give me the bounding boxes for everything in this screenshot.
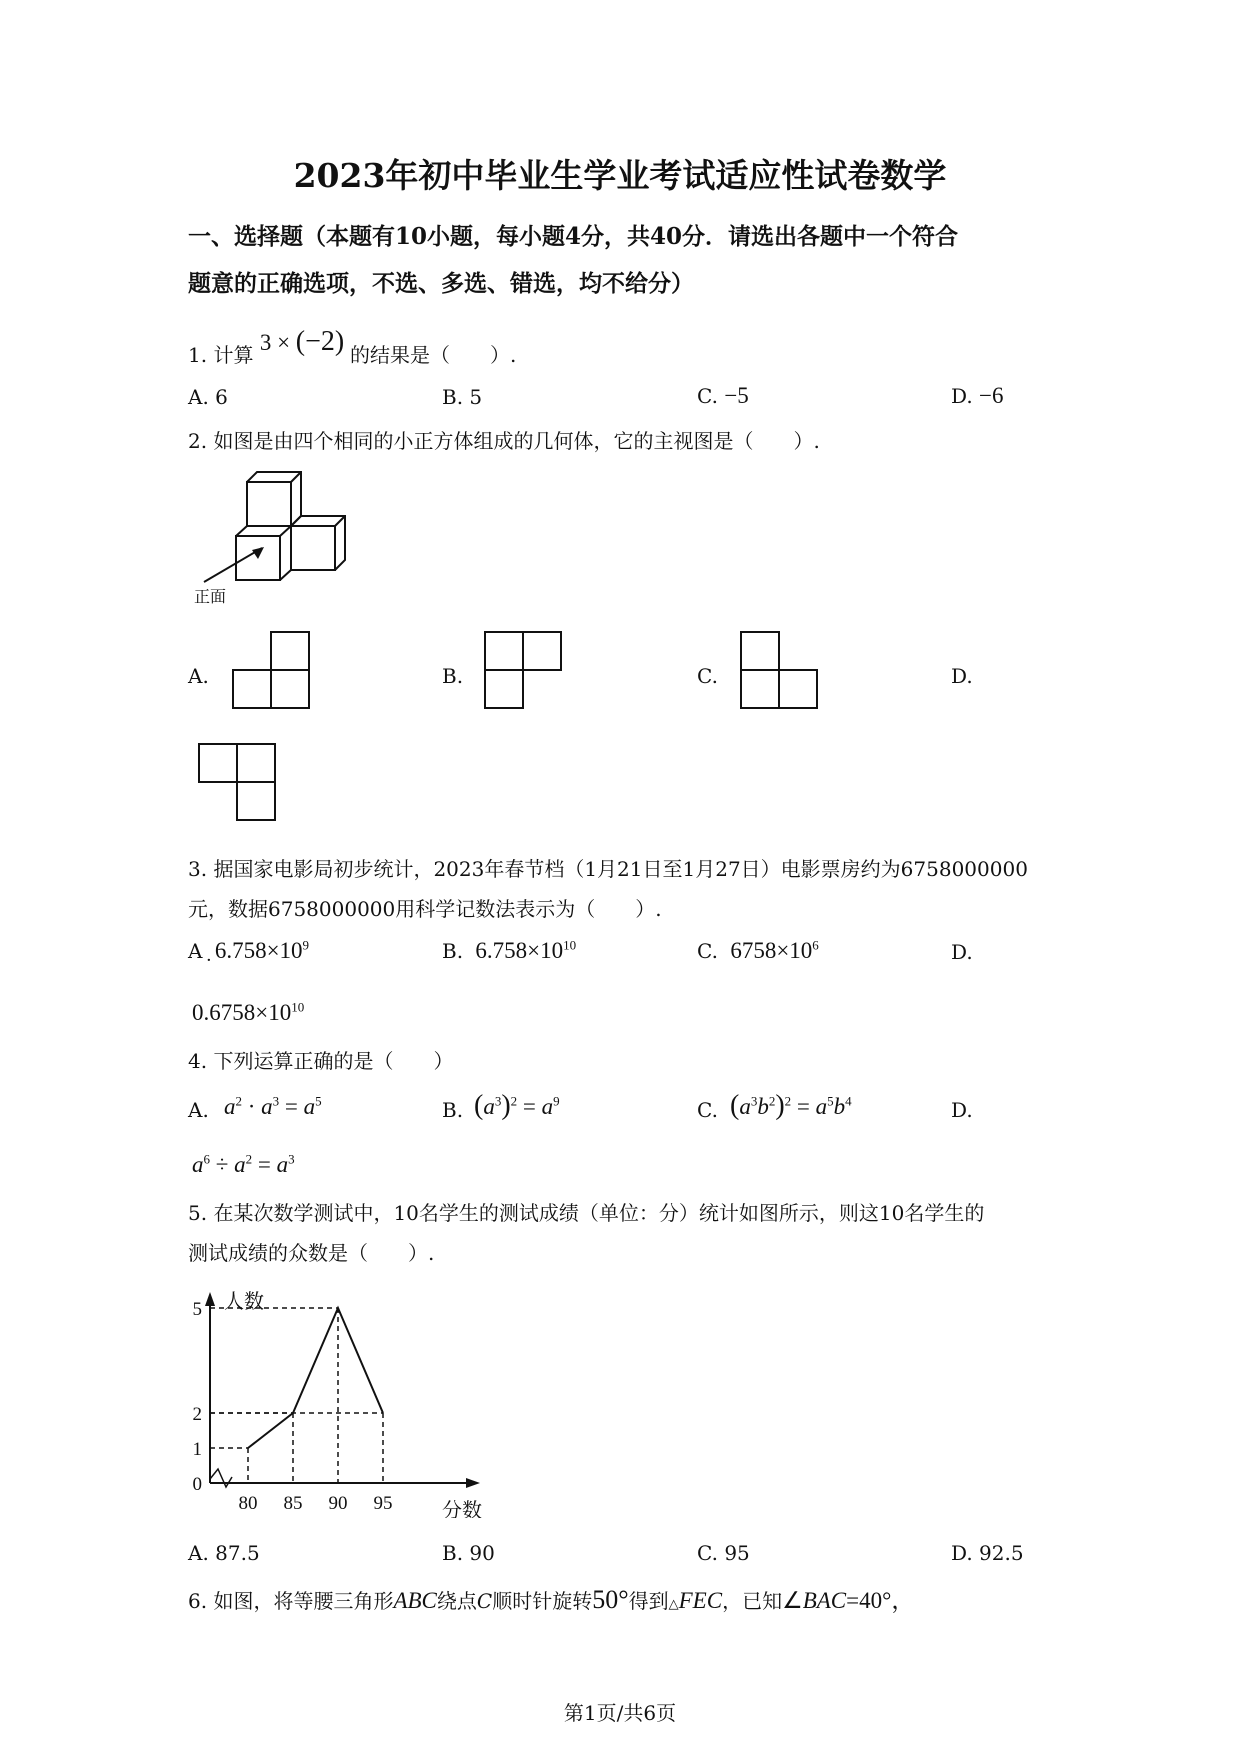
q1-option-b[interactable]: B. 5 [442,385,483,409]
page-title: 2023年初中毕业生学业考试适应性试卷数学 [293,156,947,195]
x-axis-title: 分数 [442,1500,482,1518]
question-3-line1: 3. 据国家电影局初步统计，2023年春节档（1月21日至1月27日）电影票房约为6758000000 [188,857,1028,881]
q5-option-c[interactable]: C. 95 [697,1541,750,1565]
q1-expr-b: (−2) [295,326,345,357]
y-tick-label: 2 [192,1404,202,1425]
q2-option-d-label[interactable]: D. [951,664,973,688]
section-header-line2: 题意的正确选项，不选、多选、错选，均不给分） [188,270,694,297]
y-tick-label: 5 [192,1299,202,1320]
q4-option-b-label[interactable]: B. [442,1098,464,1122]
q1-option-a[interactable]: A. 6 [188,385,228,409]
front-label: 正面 [194,589,227,606]
q2-option-c-label[interactable]: C. [697,664,718,688]
series-line [248,1308,383,1448]
question-2: 2. 如图是由四个相同的小正方体组成的几何体，它的主视图是（ ）. [188,429,820,453]
y-tick-label: 0 [192,1474,202,1495]
q2-option-a-figure[interactable] [230,630,312,712]
question-1 [188,326,517,370]
q3-option-d-value[interactable]: $0.6758\times 10^{10}$ [192,999,305,1025]
score-chart [180,1288,500,1518]
question-5-line1: 5. 在某次数学测试中，10名学生的测试成绩（单位：分）统计如图所示，则这10名学生的 [188,1201,985,1225]
q1-expr-a: 3 [259,330,272,355]
q5-option-a[interactable]: A. 87.5 [188,1541,260,1565]
cube-right-front [291,526,335,570]
q4-option-d-expr[interactable]: $a^6 \div a^2 = a^3$ [192,1151,295,1177]
q1-expression [259,326,350,357]
q5-option-b[interactable]: B. 90 [442,1541,495,1565]
x-tick-label: 90 [328,1493,348,1514]
q4-option-c-expr[interactable]: $(a^3b^2)^2 = a^5b^4$ [730,1090,852,1121]
axis-break-icon [210,1469,232,1487]
q2-option-c-figure[interactable] [738,630,820,712]
q3-option-c[interactable]: C. $6758\times 10^6$ [697,937,819,963]
cube-figure [192,470,352,610]
question-5-line2: 测试成绩的众数是（ ）. [188,1241,435,1265]
q3-option-b[interactable]: B. $6.758\times 10^{10}$ [442,937,577,963]
page-footer: 第1页/共6页 [563,1701,677,1725]
x-tick-label: 85 [283,1493,303,1514]
cube-top-front [247,482,291,526]
q1-expr-times: × [277,330,291,355]
q1-option-d[interactable]: D. −6 [951,383,1004,408]
x-axis-arrow [466,1478,480,1488]
front-arrow [204,548,262,582]
q2-option-d-figure[interactable] [196,742,278,824]
y-axis-title: 人数 [224,1291,264,1313]
q4-option-b-expr[interactable]: $(a^3)^2 = a^9$ [474,1090,560,1121]
q1-option-c[interactable]: C. −5 [697,383,749,408]
q3-option-a[interactable]: A $6.758\times 10^9$ [188,937,310,963]
q2-option-b-label[interactable]: B. [442,664,464,688]
q3-option-d-label[interactable]: D. [951,940,973,964]
q1-prefix: 1. 计算 [188,343,254,367]
q2-option-a-label[interactable]: A. [188,664,209,688]
question-6: 6. 如图，将等腰三角形ABC绕点C顺时针旋转50°得到△FEC，已知∠BAC=40°， [188,1585,915,1614]
section-header-line1: 一、选择题（本题有10小题，每小题4分，共40分．请选出各题中一个符合 [188,223,959,250]
q4-option-a-label[interactable]: A. [188,1098,209,1122]
question-3-line2: 元，数据6758000000用科学记数法表示为（ ）. [188,897,662,921]
q3-dot-mark: · [206,950,212,971]
question-4: 4. 下列运算正确的是（ ） [188,1049,454,1073]
y-axis-arrow [205,1292,215,1306]
q4-option-a-expr[interactable]: $a^2 \cdot a^3 = a^5$ [224,1093,322,1119]
q4-option-d-label[interactable]: D. [951,1098,973,1122]
q5-option-d[interactable]: D. 92.5 [951,1541,1024,1565]
x-tick-label: 95 [373,1493,393,1514]
x-tick-label: 80 [238,1493,258,1514]
y-tick-label: 1 [192,1439,202,1460]
q4-option-c-label[interactable]: C. [697,1098,718,1122]
q1-suffix: 的结果是（ ）. [350,343,517,367]
q2-option-b-figure[interactable] [482,630,564,712]
